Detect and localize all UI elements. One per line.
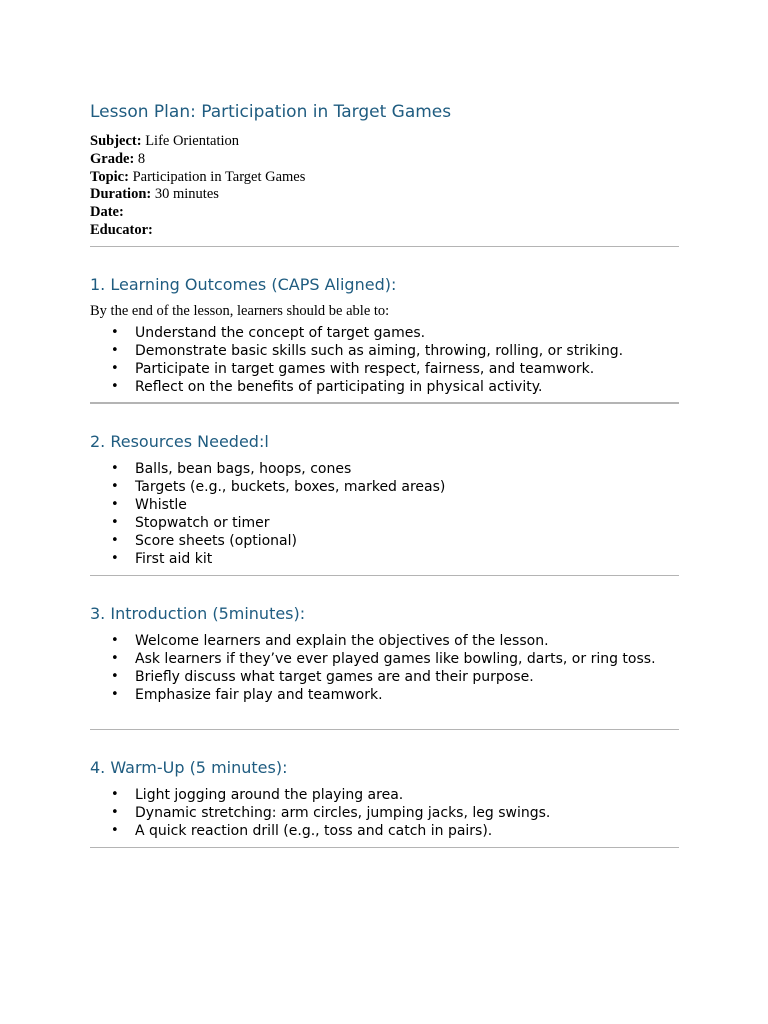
divider (90, 246, 679, 247)
bullet-icon: • (111, 461, 119, 476)
list-item (90, 324, 695, 342)
list-item-text: Light jogging around the playing area. (135, 787, 404, 803)
section-heading: 3. Introduction (5minutes): (90, 604, 306, 623)
bullet-icon: • (111, 823, 119, 838)
date-label: Date: (90, 204, 124, 221)
section-intro: By the end of the lesson, learners should be able to: (90, 303, 390, 319)
list-item-text: Whistle (135, 497, 187, 513)
duration-row (90, 186, 305, 204)
list-item (90, 632, 695, 650)
list-item (90, 668, 695, 686)
list-item (90, 478, 695, 496)
bullet-icon: • (111, 669, 119, 684)
list-item-text: Participate in target games with respect, fairness, and teamwork. (135, 361, 595, 377)
list-item-text: Demonstrate basic skills such as aiming, throwing, rolling, or striking. (135, 343, 624, 359)
list-item-text: Score sheets (optional) (135, 533, 297, 549)
topic-label: Topic: (90, 168, 129, 185)
list-item-text: Reflect on the benefits of participating in physical activity. (135, 379, 543, 395)
bullet-icon: • (111, 787, 119, 802)
list-item-text: Dynamic stretching: arm circles, jumping jacks, leg swings. (135, 805, 551, 821)
divider (90, 847, 679, 848)
list-item-text: Targets (e.g., buckets, boxes, marked areas) (135, 479, 446, 495)
bullet-icon: • (111, 497, 119, 512)
date-row (90, 204, 305, 222)
list-item (90, 532, 695, 550)
educator-label: Educator: (90, 221, 153, 238)
list-item-text: Ask learners if they’ve ever played games like bowling, darts, or ring toss. (135, 651, 656, 667)
topic-row (90, 169, 305, 187)
list-item (90, 686, 695, 704)
bullet-icon: • (111, 379, 119, 394)
list-item (90, 822, 695, 840)
grade-label: Grade: (90, 150, 135, 167)
lesson-details (90, 133, 305, 240)
list-item (90, 804, 695, 822)
bullet-icon: • (111, 533, 119, 548)
bullet-icon: • (111, 515, 119, 530)
duration-value: 30 minutes (151, 186, 219, 203)
divider (90, 402, 679, 404)
bullet-icon: • (111, 361, 119, 376)
section-heading: 4. Warm-Up (5 minutes): (90, 758, 288, 777)
section-introduction (90, 604, 679, 704)
list-item (90, 514, 695, 532)
list-item (90, 460, 695, 478)
warm-up-list (90, 786, 679, 840)
grade-value: 8 (134, 150, 146, 167)
list-item-text: Stopwatch or timer (135, 515, 270, 531)
bullet-icon: • (111, 805, 119, 820)
list-item (90, 496, 695, 514)
list-item-text: A quick reaction drill (e.g., toss and catch in pairs). (135, 823, 493, 839)
section-heading: 2. Resources Needed:l (90, 432, 269, 451)
bullet-icon: • (111, 687, 119, 702)
list-item (90, 360, 695, 378)
list-item (90, 342, 695, 360)
introduction-list (90, 632, 679, 704)
list-item-text: First aid kit (135, 551, 213, 567)
resources-list (90, 460, 679, 568)
bullet-icon: • (111, 551, 119, 566)
bullet-icon: • (111, 343, 119, 358)
outcomes-list (90, 324, 679, 396)
list-item-text: Understand the concept of target games. (135, 325, 426, 341)
section-learning-outcomes (90, 275, 679, 396)
list-item (90, 550, 695, 568)
list-item (90, 650, 695, 668)
page-title: Lesson Plan: Participation in Target Games (90, 102, 452, 122)
bullet-icon: • (111, 325, 119, 340)
educator-row (90, 222, 305, 240)
section-heading: 1. Learning Outcomes (CAPS Aligned): (90, 275, 397, 294)
subject-row (90, 133, 305, 151)
bullet-icon: • (111, 479, 119, 494)
bullet-icon: • (111, 651, 119, 666)
list-item-text: Emphasize fair play and teamwork. (135, 687, 383, 703)
subject-label: Subject: (90, 133, 142, 149)
grade-row (90, 151, 305, 169)
list-item-text: Welcome learners and explain the objectives of the lesson. (135, 633, 549, 649)
bullet-icon: • (111, 633, 119, 648)
list-item (90, 378, 695, 396)
section-warm-up (90, 758, 679, 840)
section-resources (90, 432, 679, 568)
list-item-text: Balls, bean bags, hoops, cones (135, 461, 352, 477)
duration-label: Duration: (90, 186, 152, 203)
list-item-text: Briefly discuss what target games are and their purpose. (135, 669, 534, 685)
divider (90, 575, 679, 576)
topic-value: Participation in Target Games (128, 168, 306, 185)
list-item (90, 786, 695, 804)
divider (90, 729, 679, 730)
subject-value: Life Orientation (141, 133, 239, 149)
